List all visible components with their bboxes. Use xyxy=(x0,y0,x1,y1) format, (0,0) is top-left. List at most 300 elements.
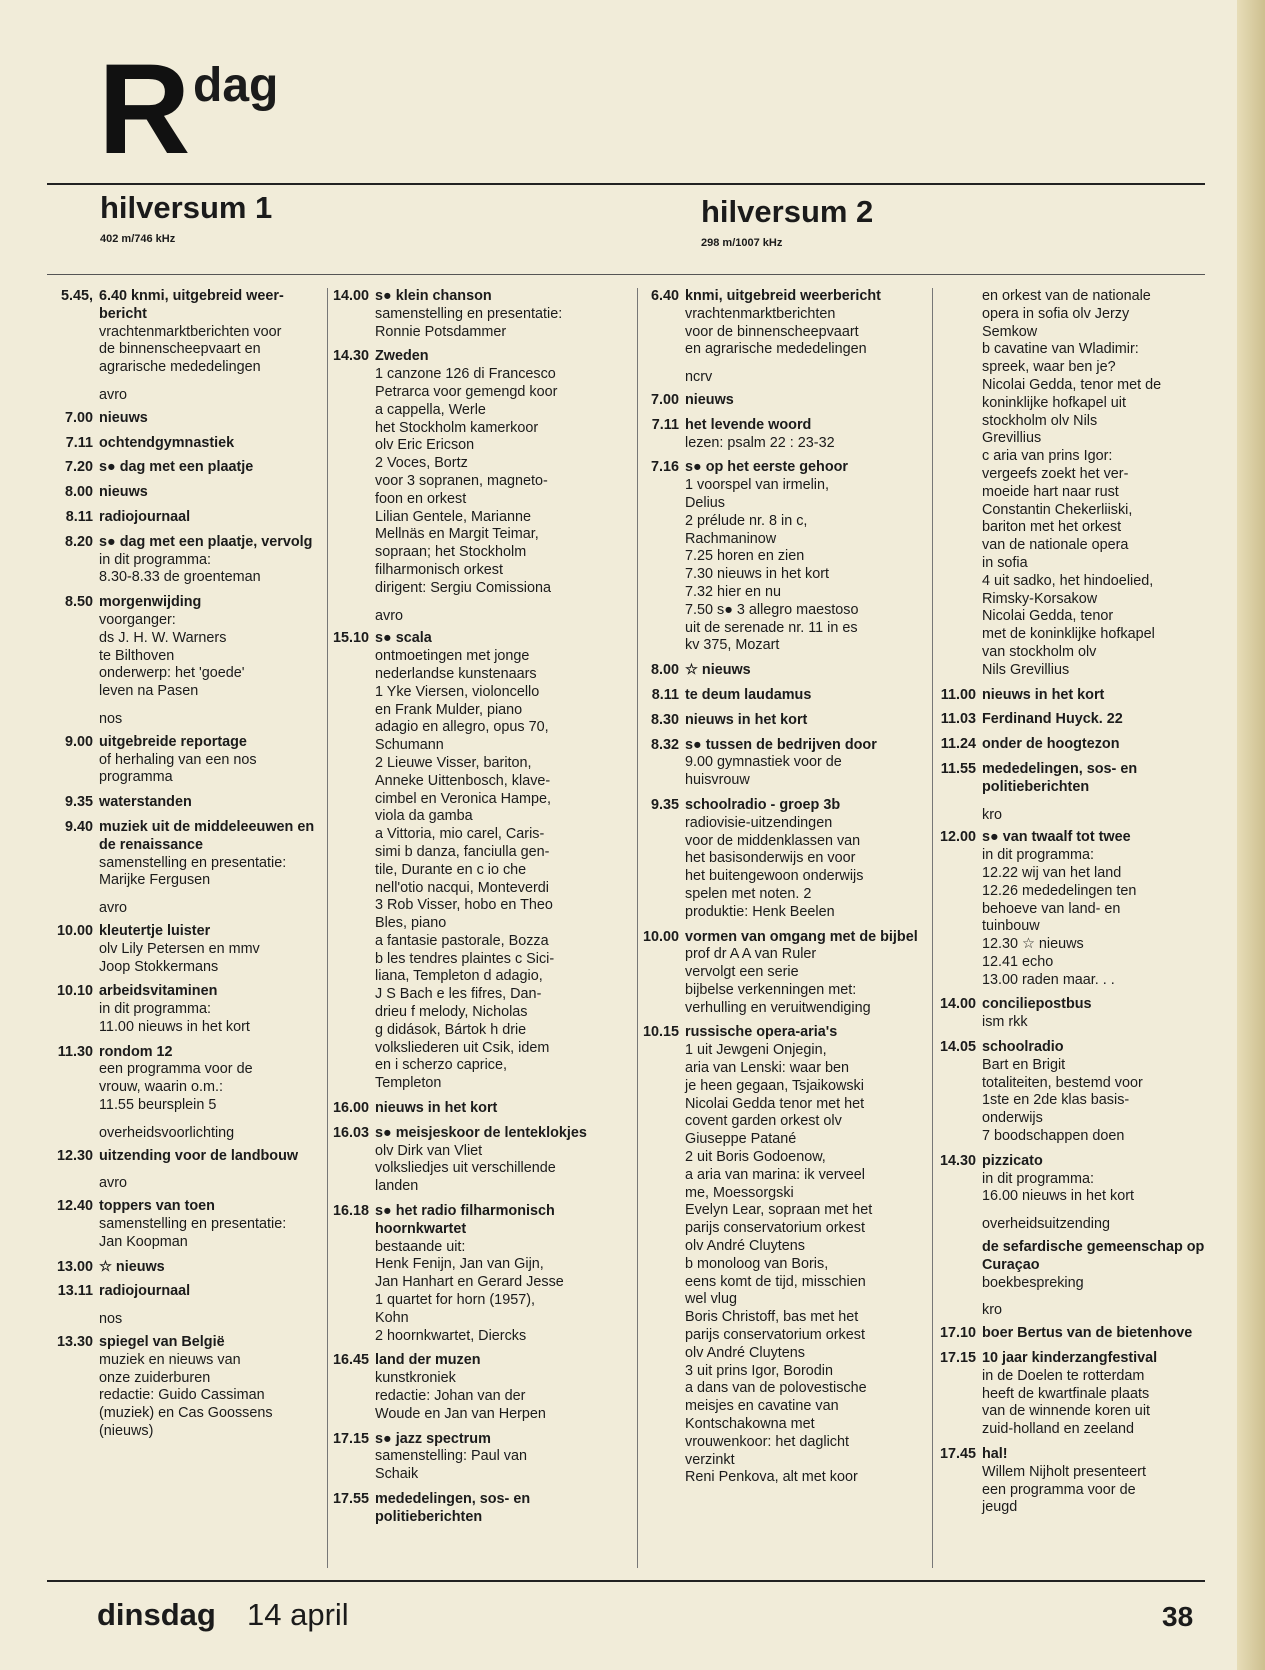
entry-description-line: 7 boodschappen doen xyxy=(982,1128,1125,1145)
entry-description-line: 12.22 wij van het land xyxy=(982,864,1122,881)
entry-description-line: Grevillius xyxy=(982,430,1042,447)
entry-description-line: Nils Grevillius xyxy=(982,661,1070,678)
column-divider xyxy=(932,288,933,1568)
entry-title: s● dag met een plaatje xyxy=(99,459,254,476)
schedule-entry xyxy=(936,1446,1218,1517)
entry-title: s● klein chanson xyxy=(375,288,492,304)
schedule-column-1 xyxy=(47,288,319,1448)
entry-time: 17.15 xyxy=(333,1430,370,1447)
entry-description-line: Boris Christoff, bas met het xyxy=(685,1309,859,1326)
entry-description-line: 9.00 gymnastiek voor de xyxy=(685,754,842,771)
entry-time: 12.30 xyxy=(56,1147,93,1164)
schedule-entry xyxy=(47,410,319,428)
entry-description-line: cimbel en Veronica Hampe, xyxy=(375,790,551,807)
entry-time: 14.30 xyxy=(333,348,370,365)
entry-time: 16.00 xyxy=(333,1100,370,1117)
entry-time: 17.15 xyxy=(939,1350,976,1367)
broadcaster-label: avro xyxy=(99,900,127,917)
entry-description-line: leven na Pasen xyxy=(99,683,199,700)
entry-description-line: 1 voorspel van irmelin, xyxy=(685,477,829,494)
entry-time: 8.11 xyxy=(651,686,679,703)
entry-description-line: onderwijs xyxy=(982,1110,1043,1127)
schedule-entry xyxy=(47,794,319,812)
entry-time: 11.30 xyxy=(57,1043,93,1060)
entry-title: muziek uit de middeleeuwen en de renaissance xyxy=(99,818,315,853)
entry-description-line: vergeefs zoekt het ver- xyxy=(982,465,1129,482)
entry-description-line: voor 3 sopranen, magneto- xyxy=(375,472,548,489)
entry-description-line: kunstkroniek xyxy=(375,1370,456,1387)
entry-title: de sefardische gemeenschap op Curaçao xyxy=(982,1239,1205,1273)
schedule-entry xyxy=(47,1259,319,1277)
page-number: 38 xyxy=(1162,1601,1194,1632)
entry-title: Ferdinand Huyck. 22 xyxy=(982,711,1123,728)
footer-date: 14 april xyxy=(247,1597,349,1632)
entry-description-line: en i scherzo caprice, xyxy=(375,1057,507,1074)
footer-divider xyxy=(47,1580,1205,1582)
entry-description-line: a fantasie pastorale, Bozza xyxy=(375,932,549,949)
entry-description-line: b monoloog van Boris, xyxy=(685,1255,829,1272)
entry-description-line: nederlandse kunstenaars xyxy=(375,665,537,682)
entry-description-line: samenstelling en presentatie: xyxy=(99,1216,287,1233)
entry-time: 8.11 xyxy=(65,508,93,525)
entry-time: 12.00 xyxy=(939,829,976,846)
day-word: dag xyxy=(193,59,279,112)
entry-description-line: a aria van marina: ik verveel xyxy=(685,1166,865,1183)
schedule-entry xyxy=(47,819,319,890)
entry-description-line: Anneke Uittenbosch, klave- xyxy=(375,772,551,789)
schedule-entry xyxy=(333,1100,618,1118)
schedule-entry xyxy=(936,1350,1218,1439)
entry-description-line: 7.25 horen en zien xyxy=(685,548,805,565)
schedule-entry xyxy=(47,435,319,453)
entry-description-line: 7.50 s● 3 allegro maestoso xyxy=(685,601,859,618)
entry-description-line: 12.26 mededelingen ten xyxy=(982,882,1137,899)
entry-title: s● jazz spectrum xyxy=(375,1430,491,1447)
entry-description-line: Kohn xyxy=(375,1309,409,1326)
schedule-entry xyxy=(643,929,925,1018)
entry-description-line: vrouwenkoor: het daglicht xyxy=(685,1433,849,1450)
entry-description-line: bijbelse verkenningen met: xyxy=(685,981,857,998)
entry-title: nieuws xyxy=(99,409,148,426)
entry-description-line: in sofia xyxy=(982,554,1028,571)
entry-description-line: verzinkt xyxy=(685,1451,735,1468)
entry-description-line: simi b danza, fanciulla gen- xyxy=(375,843,550,860)
entry-description-line: Ronnie Potsdammer xyxy=(375,323,507,340)
entry-title: russische opera-aria's xyxy=(685,1024,838,1041)
entry-time: 14.05 xyxy=(939,1039,976,1056)
entry-description-line: tuinbouw xyxy=(982,918,1040,935)
schedule-column-4 xyxy=(936,288,1218,1524)
entry-time xyxy=(936,1239,982,1292)
entry-description-line: parijs conservatorium orkest xyxy=(685,1327,865,1344)
entry-description-line: bestaande uit: xyxy=(375,1238,466,1255)
entry-description-line: totaliteiten, bestemd voor xyxy=(982,1074,1143,1091)
entry-description-line: spelen met noten. 2 xyxy=(685,885,812,902)
entry-description-line: 8.30-8.33 de groenteman xyxy=(99,569,261,586)
entry-description-line: ontmoetingen met jonge xyxy=(375,648,530,665)
entry-description-line: stockholm olv Nils xyxy=(982,412,1098,429)
entry-description-line: volksliedjes uit verschillende xyxy=(375,1160,556,1177)
entry-title: knmi, uitgebreid weerbericht xyxy=(685,288,881,304)
broadcaster-label: overheidsuitzending xyxy=(982,1216,1111,1233)
entry-title: pizzicato xyxy=(982,1152,1043,1169)
entry-description-line: olv André Cluytens xyxy=(685,1344,805,1361)
entry-description-line: me, Moessorgski xyxy=(685,1184,794,1201)
schedule-entry xyxy=(47,923,319,976)
entry-time: 11.00 xyxy=(940,686,976,703)
entry-description-line: in dit programma: xyxy=(99,551,211,568)
entry-time: 14.00 xyxy=(939,996,976,1013)
entry-description-line: Bart en Brigit xyxy=(982,1056,1066,1073)
entry-title: ☆ nieuws xyxy=(99,1258,165,1275)
schedule-entry xyxy=(47,983,319,1036)
entry-description-line: vrachtenmarktberichten xyxy=(685,305,836,322)
schedule-entry xyxy=(333,1203,618,1345)
schedule-entry xyxy=(333,1125,618,1196)
column-divider xyxy=(327,288,328,1568)
entry-description-line: boekbespreking xyxy=(982,1274,1084,1291)
schedule-entry xyxy=(643,417,925,453)
entry-time: 16.18 xyxy=(333,1203,370,1220)
entry-time: 8.00 xyxy=(64,484,93,501)
entry-time: 7.11 xyxy=(651,416,679,433)
entry-title: arbeidsvitaminen xyxy=(99,983,218,1000)
page-spine xyxy=(1237,0,1265,1670)
schedule-entry xyxy=(936,761,1218,797)
schedule-entry xyxy=(47,1198,319,1251)
entry-title: waterstanden xyxy=(99,794,192,811)
entry-description-line: tile, Durante en c io che xyxy=(375,861,527,878)
entry-title: rondom 12 xyxy=(99,1043,173,1060)
entry-description-line: b cavatine van Wladimir: xyxy=(982,341,1139,358)
entry-time: 17.45 xyxy=(939,1446,976,1463)
entry-description-line: met de koninklijke hofkapel xyxy=(982,626,1155,643)
entry-description-line: eens komt de tijd, misschien xyxy=(685,1273,866,1290)
entry-description-line: covent garden orkest olv xyxy=(685,1113,842,1130)
entry-description-line: meisjes en cavatine van xyxy=(685,1398,839,1415)
entry-description-line: Henk Fenijn, Jan van Gijn, xyxy=(375,1256,544,1273)
entry-title: mededelingen, sos- en politieberichten xyxy=(982,760,1138,795)
entry-description-line: zuid-holland en zeeland xyxy=(982,1421,1135,1438)
entry-description-line: olv Lily Petersen en mmv xyxy=(99,940,260,957)
entry-description-line: Jan Hanhart en Gerard Jesse xyxy=(375,1274,564,1291)
entry-time: 9.35 xyxy=(64,794,93,811)
schedule-entry xyxy=(47,1334,319,1441)
schedule-entry xyxy=(643,392,925,410)
entry-description-line: foon en orkest xyxy=(375,490,467,507)
schedule-entry xyxy=(643,459,925,655)
entry-description-line: Lilian Gentele, Marianne xyxy=(375,508,531,525)
entry-description-line: Jan Koopman xyxy=(99,1233,188,1250)
schedule-entry xyxy=(333,630,618,1093)
entry-title: te deum laudamus xyxy=(685,686,812,703)
top-divider xyxy=(47,183,1205,185)
schedule-entry xyxy=(47,288,319,377)
entry-description-line: volksliederen uit Csik, idem xyxy=(375,1039,550,1056)
schedule-entry xyxy=(47,734,319,787)
entry-description-line: Evelyn Lear, sopraan met het xyxy=(685,1202,873,1219)
station-title-hilversum-2: hilversum 2 xyxy=(701,194,874,229)
entry-description-line: vrachtenmarktberichten voor xyxy=(99,323,282,340)
schedule-entry xyxy=(936,711,1218,729)
entry-description-line: 4 uit sadko, het hindoelied, xyxy=(982,572,1154,589)
entry-title: schoolradio - groep 3b xyxy=(685,796,841,813)
entry-time: 6.40 xyxy=(650,288,679,304)
entry-description-line: Templeton xyxy=(375,1075,442,1092)
entry-title: radiojournaal xyxy=(99,508,191,525)
entry-time: 8.50 xyxy=(64,594,93,611)
column-divider xyxy=(637,288,638,1568)
schedule-entry xyxy=(936,288,1218,680)
entry-description-line: 1 Yke Viersen, violoncello xyxy=(375,683,540,700)
entry-description-line: 1 uit Jewgeni Onjegin, xyxy=(685,1042,827,1059)
schedule-entry xyxy=(936,829,1218,989)
entry-time: 13.00 xyxy=(56,1258,93,1275)
entry-description-line: adagio en allegro, opus 70, xyxy=(375,719,549,736)
entry-title: nieuws in het kort xyxy=(685,711,808,728)
entry-time: 7.20 xyxy=(64,459,93,476)
entry-description-line: van stockholm olv xyxy=(982,643,1097,660)
entry-description-line: bariton met het orkest xyxy=(982,519,1122,536)
entry-description-line: programma xyxy=(99,769,173,786)
entry-description-line: aria van Lenski: waar ben xyxy=(685,1060,849,1077)
entry-title: Zweden xyxy=(375,348,429,365)
entry-description-line: parijs conservatorium orkest xyxy=(685,1220,865,1237)
r-logo: R xyxy=(98,38,187,181)
schedule-entry xyxy=(643,1024,925,1487)
entry-title: uitgebreide reportage xyxy=(99,733,247,750)
entry-time xyxy=(936,288,982,680)
entry-description-line: in de Doelen te rotterdam xyxy=(982,1367,1145,1384)
entry-description-line: het buitengewoon onderwijs xyxy=(685,868,864,885)
entry-title: mededelingen, sos- en politieberichten xyxy=(375,1491,531,1525)
entry-title: kleutertje luister xyxy=(99,922,211,939)
entry-time: 14.00 xyxy=(333,288,370,304)
entry-description-line: Marijke Fergusen xyxy=(99,872,211,889)
station-frequency-1: 402 m/746 kHz xyxy=(100,233,176,245)
entry-description-line: 12.30 ☆ nieuws xyxy=(982,936,1084,953)
entry-description-line: 2 hoornkwartet, Diercks xyxy=(375,1327,527,1344)
entry-title: nieuws xyxy=(99,484,148,501)
entry-description-line: heeft de kwartfinale plaats xyxy=(982,1385,1150,1402)
entry-time: 14.30 xyxy=(939,1152,976,1169)
entry-description-line: 7.30 nieuws in het kort xyxy=(685,566,829,583)
entry-description-line: muziek en nieuws van xyxy=(99,1351,241,1368)
entry-time: 5.45, xyxy=(60,288,93,304)
entry-description-line: Constantin Chekerliiski, xyxy=(982,501,1133,518)
entry-time: 9.00 xyxy=(64,733,93,750)
entry-description-line: het Stockholm kamerkoor xyxy=(375,419,539,436)
entry-title: s● dag met een plaatje, vervolg xyxy=(99,533,313,550)
entry-description-line: vrouw, waarin o.m.: xyxy=(99,1079,223,1096)
entry-description-line: olv Dirk van Vliet xyxy=(375,1142,483,1159)
schedule-entry xyxy=(936,1039,1218,1146)
entry-description-line: samenstelling: Paul van xyxy=(375,1448,527,1465)
entry-description-line: 2 prélude nr. 8 in c, xyxy=(685,512,808,529)
entry-time: 16.45 xyxy=(333,1352,370,1369)
entry-title: ochtendgymnastiek xyxy=(99,434,235,451)
entry-time: 13.11 xyxy=(57,1283,93,1300)
schedule-entry xyxy=(643,797,925,922)
entry-time: 15.10 xyxy=(333,630,370,647)
entry-description-line: Petrarca voor gemengd koor xyxy=(375,383,558,400)
entry-description-line: of herhaling van een nos xyxy=(99,751,257,768)
entry-description-line: spreek, waar ben je? xyxy=(982,359,1116,376)
entry-description-line: 2 Voces, Bortz xyxy=(375,455,468,472)
entry-time: 8.30 xyxy=(650,711,679,728)
entry-title: radiojournaal xyxy=(99,1283,191,1300)
entry-description-line: J S Bach e les fifres, Dan- xyxy=(375,986,542,1003)
entry-description-line: van de nationale opera xyxy=(982,537,1129,554)
entry-title: nieuws in het kort xyxy=(982,686,1105,703)
entry-description-line: Nicolai Gedda, tenor met de xyxy=(982,376,1162,393)
entry-description-line: Schaik xyxy=(375,1466,419,1483)
entry-time: 8.20 xyxy=(64,533,93,550)
entry-description-line: Bles, piano xyxy=(375,915,447,932)
entry-description-line: wel vlug xyxy=(685,1291,737,1308)
entry-description-line: en orkest van de nationale xyxy=(982,288,1151,304)
entry-description-line: in dit programma: xyxy=(982,1170,1094,1187)
entry-description-line: 2 Lieuwe Visser, bariton, xyxy=(375,754,532,771)
entry-title: uitzending voor de landbouw xyxy=(99,1147,299,1164)
entry-description-line: 11.00 nieuws in het kort xyxy=(99,1018,250,1035)
entry-description-line: redactie: Johan van der xyxy=(375,1388,526,1405)
entry-time: 7.00 xyxy=(64,409,93,426)
schedule-column-3 xyxy=(643,288,925,1494)
entry-title: morgenwijding xyxy=(99,594,202,611)
entry-description-line: olv Eric Ericson xyxy=(375,437,475,454)
entry-time: 10.10 xyxy=(56,983,93,1000)
entry-time: 8.00 xyxy=(650,662,679,679)
entry-description-line: de binnenscheepvaart en xyxy=(99,341,261,358)
header-divider xyxy=(47,274,1205,275)
entry-description-line: Reni Penkova, alt met koor xyxy=(685,1469,858,1486)
entry-description-line: in dit programma: xyxy=(99,1001,211,1018)
entry-description-line: Kontschakowna met xyxy=(685,1416,815,1433)
entry-description-line: onze zuiderburen xyxy=(99,1369,211,1386)
entry-description-line: 16.00 nieuws in het kort xyxy=(982,1188,1134,1205)
entry-description-line: (nieuws) xyxy=(99,1423,154,1440)
entry-description-line: drieu f melody, Nicholas xyxy=(375,1004,528,1021)
entry-title: toppers van toen xyxy=(99,1198,215,1215)
schedule-entry xyxy=(643,737,925,790)
entry-description-line: a dans van de polovestische xyxy=(685,1380,867,1397)
entry-description-line: Nicolai Gedda tenor met het xyxy=(685,1095,865,1112)
entry-title: nieuws xyxy=(685,391,734,408)
entry-title: 10 jaar kinderzangfestival xyxy=(982,1350,1158,1367)
entry-description-line: ds J. H. W. Warners xyxy=(99,629,227,646)
entry-description-line: voor de middenklassen van xyxy=(685,832,861,849)
entry-time: 11.03 xyxy=(940,711,976,728)
entry-time: 11.55 xyxy=(940,760,976,777)
entry-description-line: en agrarische mededelingen xyxy=(685,341,867,358)
broadcaster-label: nos xyxy=(99,1311,123,1328)
entry-title: s● op het eerste gehoor xyxy=(685,459,849,476)
entry-description-line: Schumann xyxy=(375,737,444,754)
entry-description-line: Rachmaninow xyxy=(685,530,777,547)
entry-time: 7.16 xyxy=(650,459,679,476)
entry-title: hal! xyxy=(982,1446,1008,1463)
entry-description-line: 1 quartet for horn (1957), xyxy=(375,1292,535,1309)
entry-description-line: Woude en Jan van Herpen xyxy=(375,1405,546,1422)
entry-description-line: samenstelling en presentatie: xyxy=(99,854,287,871)
schedule-entry xyxy=(47,1148,319,1166)
entry-description-line: uit de serenade nr. 11 in es xyxy=(685,619,858,636)
schedule-entry xyxy=(47,534,319,587)
entry-title: s● tussen de bedrijven door xyxy=(685,736,877,753)
schedule-entry xyxy=(333,288,618,341)
entry-description-line: (muziek) en Cas Goossens xyxy=(99,1405,273,1422)
broadcaster-label: overheidsvoorlichting xyxy=(99,1124,235,1141)
entry-description-line: produktie: Henk Beelen xyxy=(685,903,835,920)
entry-description-line: landen xyxy=(375,1178,419,1195)
entry-description-line: ism rkk xyxy=(982,1014,1028,1031)
entry-description-line: Willem Nijholt presenteert xyxy=(982,1463,1146,1480)
entry-description-line: voor de binnenscheepvaart xyxy=(685,323,859,340)
schedule-entry xyxy=(47,594,319,701)
entry-title: s● het radio filharmonisch hoornkwartet xyxy=(375,1203,555,1237)
footer-day: dinsdag xyxy=(97,1597,216,1632)
entry-description-line: een programma voor de xyxy=(99,1061,253,1078)
broadcaster-label: avro xyxy=(99,386,127,403)
entry-description-line: huisvrouw xyxy=(685,772,750,789)
entry-description-line: agrarische mededelingen xyxy=(99,359,261,376)
schedule-entry xyxy=(936,1239,1218,1292)
schedule-entry xyxy=(333,1431,618,1484)
entry-description-line: te Bilthoven xyxy=(99,647,175,664)
entry-title: 6.40 knmi, uitgebreid weer-bericht xyxy=(99,288,284,322)
entry-description-line: opera in sofia olv Jerzy xyxy=(982,305,1130,322)
entry-time: 10.15 xyxy=(643,1024,680,1041)
entry-description-line: 1 canzone 126 di Francesco xyxy=(375,366,556,383)
entry-description-line: olv André Cluytens xyxy=(685,1238,805,1255)
station-frequency-2: 298 m/1007 kHz xyxy=(701,237,783,249)
entry-description-line: sopraan; het Stockholm xyxy=(375,544,527,561)
entry-description-line: dirigent: Sergiu Comissiona xyxy=(375,579,551,596)
schedule-entry xyxy=(47,1283,319,1301)
entry-time: 13.30 xyxy=(56,1334,93,1351)
schedule-column-2 xyxy=(333,288,618,1534)
schedule-entry xyxy=(936,687,1218,705)
entry-description-line: 12.41 echo xyxy=(982,953,1054,970)
entry-description-line: lezen: psalm 22 : 23-32 xyxy=(685,434,835,451)
entry-description-line: koninklijke hofkapel uit xyxy=(982,394,1126,411)
schedule-entry xyxy=(333,348,618,597)
entry-title: schoolradio xyxy=(982,1039,1064,1056)
schedule-entry xyxy=(47,1044,319,1115)
entry-description-line: filharmonisch orkest xyxy=(375,561,503,578)
schedule-entry xyxy=(936,1325,1218,1343)
entry-description-line: en Frank Mulder, piano xyxy=(375,701,523,718)
entry-title: spiegel van België xyxy=(99,1334,225,1351)
entry-description-line: 7.32 hier en nu xyxy=(685,583,782,600)
entry-time: 12.40 xyxy=(56,1198,93,1215)
entry-description-line: het basisonderwijs en voor xyxy=(685,850,856,867)
entry-time: 17.55 xyxy=(333,1491,370,1507)
schedule-entry xyxy=(333,1491,618,1527)
entry-description-line: liana, Templeton d adagio, xyxy=(375,968,543,985)
schedule-entry xyxy=(643,712,925,730)
entry-description-line: viola da gamba xyxy=(375,808,473,825)
entry-title: onder de hoogtezon xyxy=(982,736,1120,753)
broadcaster-label: avro xyxy=(99,1175,127,1192)
entry-description-line: c aria van prins Igor: xyxy=(982,448,1113,465)
entry-description-line: een programma voor de xyxy=(982,1481,1136,1498)
schedule-entry xyxy=(47,509,319,527)
station-title-hilversum-1: hilversum 1 xyxy=(100,190,273,225)
entry-description-line: Delius xyxy=(685,494,725,511)
schedule-entry xyxy=(936,1153,1218,1206)
